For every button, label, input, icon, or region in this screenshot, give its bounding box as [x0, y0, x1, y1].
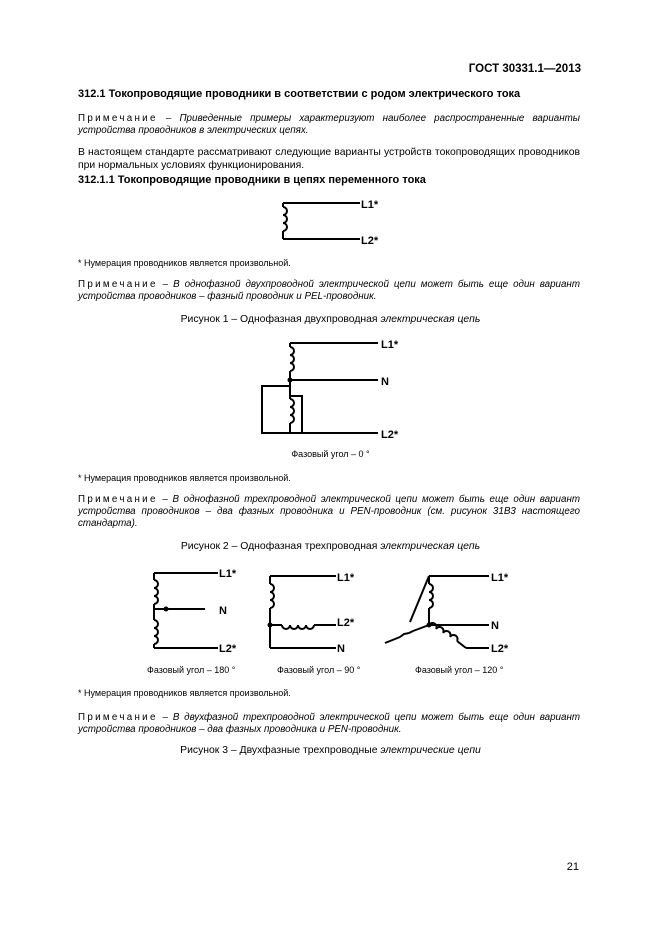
section-title-312-1-1: 312.1.1 Токопроводящие проводники в цепях переменного тока [78, 174, 426, 186]
fig3a-label-l2: L2* [219, 643, 237, 655]
caption-text: Рисунок 3 – Двухфазные трехпроводные [180, 745, 381, 756]
fig3b-label-l1: L1* [337, 572, 355, 584]
note-label: Примечание [78, 279, 158, 290]
fig1-label-l1: L1* [361, 199, 379, 211]
caption-text: Рисунок 1 – Однофазная двухпроводная [180, 314, 381, 325]
fig2-label-n: N [381, 376, 389, 388]
caption-italic: электрическая цепь [380, 314, 481, 325]
fig2-phase-angle: Фазовый угол – 0 ° [291, 449, 370, 459]
fig3c-phase-angle: Фазовый угол – 120 ° [415, 665, 504, 675]
fig3c-label-n: N [491, 620, 499, 632]
fig3a-label-l1: L1* [219, 568, 237, 580]
caption-italic: электрическая цепь [380, 541, 481, 552]
document-header: ГОСТ 30331.1—2013 [468, 63, 581, 75]
fig3c-label-l1: L1* [491, 572, 509, 584]
fig3c-label-l2: L2* [491, 643, 509, 655]
fig3b-label-l2: L2* [337, 617, 355, 629]
note-text: – В двухфазной трехпроводной электрической цепи может быть еще один вариант устройства проводников – два фазных проводника и PEN-проводник. [78, 712, 580, 735]
footnote-fig2: * Нумерация проводников является произвольной. [78, 473, 291, 483]
note-text: – В однофазной трехпроводной электрической цепи может быть еще один вариант устройства проводников – два фазных проводника и PEN-проводник (см. рисунок 31В3 настоящего стандарта). [78, 494, 580, 529]
fig3b-phase-angle: Фазовый угол – 90 ° [277, 665, 361, 675]
paragraph-variants: В настоящем стандарте рассматривают следующие варианты устройств токопроводящих проводников при нормальных условиях функционирования. [78, 147, 580, 171]
fig2-label-l1: L1* [381, 339, 399, 351]
section-title-312-1: 312.1 Токопроводящие проводники в соответствии с родом электрического тока [78, 88, 521, 100]
note-text: – Приведенные примеры характеризуют наиболее распространенные варианты устройства проводников в электрических цепях. [78, 113, 580, 136]
caption-italic: электрические цепи [380, 745, 481, 756]
fig3b-label-n: N [337, 643, 345, 655]
fig2-label-l2: L2* [381, 429, 399, 441]
note-4 [78, 712, 580, 736]
note-text: – В однофазной двухпроводной электрической цепи может быть еще один вариант устройства проводников – фазный проводник и PEL-проводник. [78, 279, 580, 302]
caption-text: Рисунок 2 – Однофазная трехпроводная [180, 541, 381, 552]
footnote-fig1: * Нумерация проводников является произвольной. [78, 258, 291, 268]
note-label: Примечание [78, 113, 158, 124]
fig3a-label-n: N [219, 605, 227, 617]
fig3a-phase-angle: Фазовый угол – 180 ° [147, 665, 236, 675]
note-label: Примечание [78, 494, 158, 505]
note-label: Примечание [78, 712, 158, 723]
fig1-label-l2: L2* [361, 235, 379, 247]
figure-3-caption [0, 745, 661, 756]
page-number: 21 [566, 861, 579, 873]
footnote-fig3: * Нумерация проводников является произвольной. [78, 688, 291, 698]
